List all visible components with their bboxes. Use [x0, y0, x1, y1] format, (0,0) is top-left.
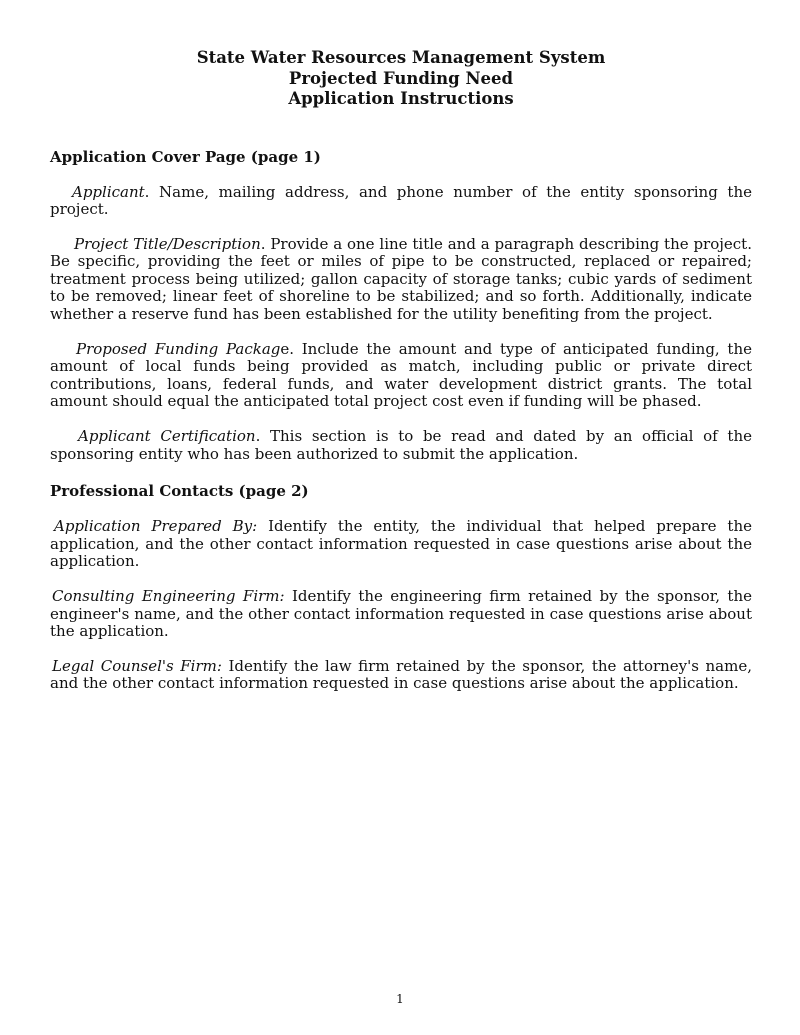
section-heading-cover-page: Application Cover Page (page 1) — [50, 147, 321, 166]
term-application-prepared-by: Application Prepared By: — [54, 517, 258, 536]
term-consulting-engineering-firm: Consulting Engineering Firm: — [52, 587, 285, 605]
term-applicant-certification: Applicant Certification — [78, 427, 256, 446]
term-legal-counsel-firm: Legal Counsel's Firm: — [52, 656, 222, 675]
title-line-3: Application Instructions — [288, 89, 514, 108]
text-applicant: . Name, mailing address, and phone number of the entity sponsoring the project. — [50, 182, 752, 219]
text-consulting-engineering-firm: Identify the engineering firm retained by the sponsor, the engineer's name, and the other contact information requested in case questions arise about the application. — [50, 587, 752, 641]
text-funding-package: e. Include the amount and type of anticipated funding, the amount of local funds being provided as match, including public or private direct contributions, loans, federal funds, and water development district grants. The total amount should equal the anticipated total project cost even if funding will be phased. — [50, 339, 752, 411]
text-project-title: . Provide a one line title and a paragraph describing the project. Be specific, providing the feet or miles of pipe to be constructed, replaced or repaired; treatment process being utilized; gallon capacity of storage tanks; cubic yards of sediment to be removed; linear feet of shoreline to be stabilized; and so forth. Additionally, indicate whether a reserve fund has been established for the utility benefiting from the project. — [50, 234, 752, 324]
document-title — [50, 48, 752, 110]
text-application-prepared-by: Identify the entity, the individual that helped prepare the application, and the other contact information requested in case questions arise about the application. — [50, 517, 752, 571]
text-legal-counsel-firm: Identify the law firm retained by the sponsor, the attorney's name, and the other contact information requested in case questions arise about the application. — [50, 656, 752, 693]
paragraph-project-title — [50, 236, 752, 324]
term-funding-package: Proposed Funding Packag — [76, 339, 281, 358]
paragraph-legal-counsel-firm — [50, 658, 752, 693]
term-project-title: Project Title/Description — [74, 234, 261, 253]
paragraph-applicant — [50, 184, 752, 219]
title-line-2: Projected Funding Need — [288, 68, 514, 88]
section-heading-professional-contacts: Professional Contacts (page 2) — [50, 482, 309, 501]
page-number: 1 — [396, 992, 404, 1006]
paragraph-application-prepared-by — [50, 518, 752, 571]
paragraph-applicant-certification — [50, 428, 752, 463]
text-applicant-certification: . This section is to be read and dated by an official of the sponsoring entity who has been authorized to submit the application. — [50, 427, 752, 463]
paragraph-funding-package — [50, 341, 752, 411]
term-applicant: Applicant — [72, 182, 145, 201]
paragraph-consulting-engineering-firm — [50, 588, 752, 641]
title-line-1: State Water Resources Management System — [196, 48, 606, 67]
document-page — [50, 48, 752, 710]
